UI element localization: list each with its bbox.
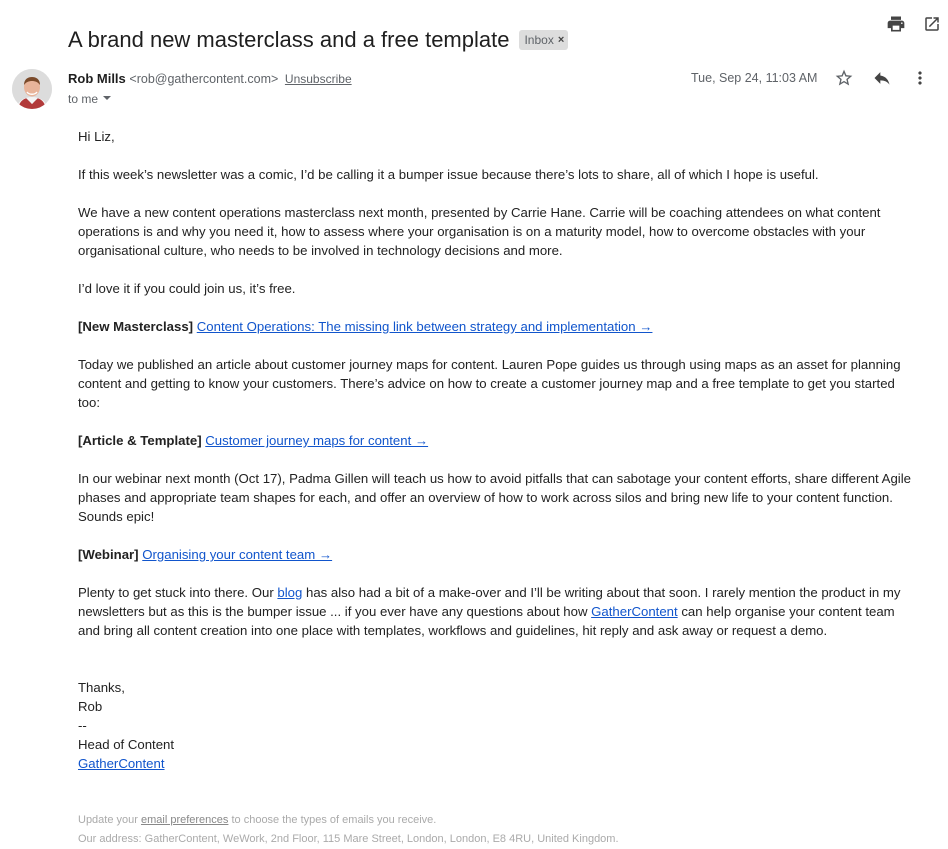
email-preferences-link[interactable]: email preferences (140, 814, 229, 826)
footer-update-b: to choose the types of emails you receive. (228, 814, 437, 826)
signature-role: Head of Content (78, 737, 175, 752)
gathercontent-link[interactable]: GatherContent (591, 604, 678, 619)
closing-text-b: has also had a bit of a make-over and I’ll be writing about that soon. I rarely mention the product in my newsletters but as this is the bumper issue ... if you ever have any questions about how (78, 585, 901, 619)
open-in-new-window-icon[interactable] (922, 14, 942, 34)
footer-update-a: Update your (78, 814, 141, 826)
subject-text: A brand new masterclass and a free template (68, 26, 510, 52)
article-tag: [Article & Template] (78, 433, 202, 448)
paragraph-intro: If this week’s newsletter was a comic, I’d be calling it a bumper issue because there’s lots to share, all of which I hope is useful. (78, 167, 819, 182)
signature-name: Rob (78, 699, 103, 714)
sender-line (68, 71, 352, 86)
signature (78, 678, 918, 773)
recipient-text: to me (68, 92, 99, 106)
signature-divider: -- (78, 718, 87, 733)
unsubscribe-link[interactable]: Unsubscribe (284, 72, 352, 86)
paragraph-article: Today we published an article about customer journey maps for content. Lauren Pope guides us through using maps as an asset for planning content and getting to know your customers. There’s advice on how to create a customer journey map and a free template to get you started too: (78, 357, 901, 410)
email-subject (68, 27, 568, 53)
footer-address: Our address: GatherContent, WeWork, 2nd Floor, 115 Mare Street, London, London, E8 4RU, United Kingdom. (78, 833, 619, 845)
more-vert-icon[interactable] (910, 68, 930, 88)
inbox-label-badge (519, 30, 568, 50)
inbox-label-text: Inbox (524, 32, 554, 47)
paragraph-masterclass: We have a new content operations masterclass next month, presented by Carrie Hane. Carrie will be coaching attendees on what content operations is and why you need it, how to assess where your organisation is on a maturity model, how to overcome obstacles with your organisational culture, who needs to be involved in technology decisions and more. (78, 205, 881, 258)
masterclass-tag: [New Masterclass] (78, 319, 194, 334)
star-icon[interactable] (834, 68, 854, 88)
thread-actions (886, 14, 942, 34)
article-link[interactable]: Customer journey maps for content → (205, 433, 429, 448)
print-icon[interactable] (886, 14, 906, 34)
article-line (78, 431, 918, 450)
blog-link[interactable]: blog (277, 585, 303, 600)
webinar-link[interactable]: Organising your content team → (142, 547, 333, 562)
paragraph-join: I’d love it if you could join us, it’s free. (78, 281, 296, 296)
webinar-tag: [Webinar] (78, 547, 139, 562)
signature-company-link[interactable]: GatherContent (78, 756, 165, 771)
remove-label-button[interactable]: × (557, 33, 565, 46)
email-footer (78, 811, 918, 849)
message-actions (834, 68, 930, 88)
paragraph-closing (78, 583, 918, 640)
masterclass-line (78, 317, 918, 336)
sender-avatar[interactable] (12, 69, 52, 109)
signature-thanks: Thanks, (78, 680, 125, 695)
email-date: Tue, Sep 24, 11:03 AM (691, 71, 818, 85)
closing-text-a: Plenty to get stuck into there. Our (78, 585, 278, 600)
recipient-dropdown[interactable] (68, 92, 112, 106)
chevron-down-icon (102, 92, 112, 106)
closing-text-c: can help organise your content team and bring all content creation into one place with templates, workflows and guidelines, hit reply and ask away or request a demo. (78, 604, 895, 638)
reply-icon[interactable] (872, 68, 892, 88)
footer-preferences-line (78, 811, 918, 830)
sender-name[interactable]: Rob Mills (68, 71, 126, 86)
masterclass-link[interactable]: Content Operations: The missing link between strategy and implementation → (196, 319, 653, 334)
greeting: Hi Liz, (78, 129, 115, 144)
paragraph-webinar: In our webinar next month (Oct 17), Padma Gillen will teach us how to avoid pitfalls that can sabotage your content efforts, share different Agile phases and appropriate team shapes for each, and offer an overview of how to work across silos and bring new life to your content function. Sounds epic! (78, 471, 911, 524)
sender-email: <rob@gathercontent.com> (129, 72, 279, 86)
email-body (78, 127, 918, 849)
webinar-line (78, 545, 918, 564)
